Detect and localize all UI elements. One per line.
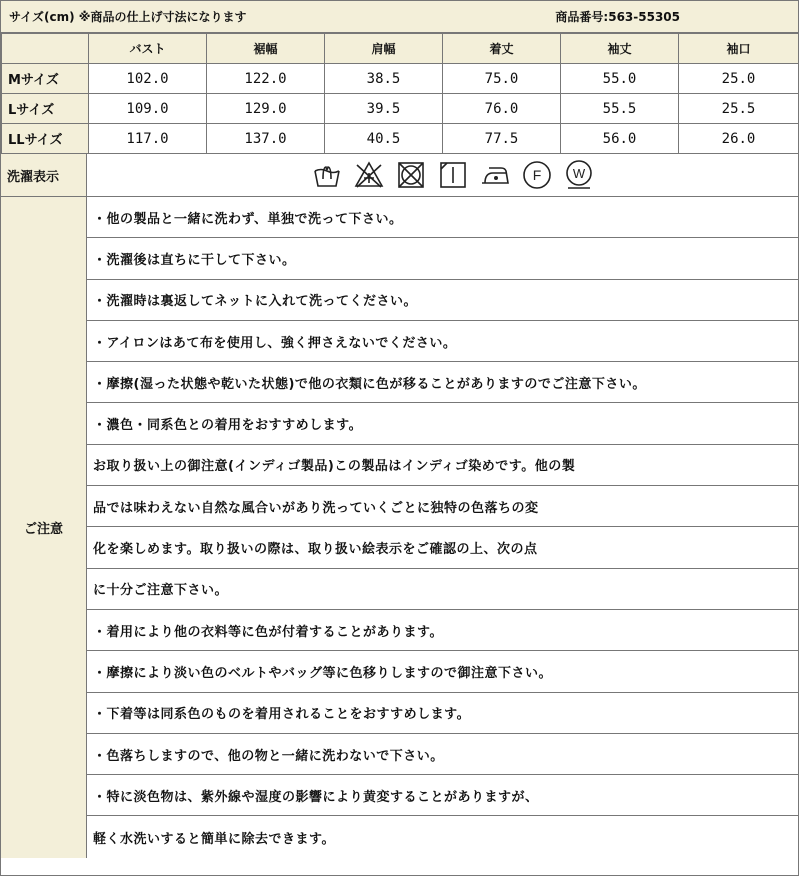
dry-clean-letter: F: [532, 167, 541, 183]
col-length: 着丈: [443, 34, 561, 64]
product-number: 商品番号:563-55305: [555, 10, 680, 24]
row-label: Mサイズ: [2, 64, 89, 94]
note-line: ・摩擦により淡い色のベルトやバッグ等に色移りしますので御注意下さい。: [87, 651, 798, 692]
cell: 77.5: [443, 124, 561, 154]
col-cuff: 袖口: [679, 34, 799, 64]
cell: 40.5: [325, 124, 443, 154]
note-line: に十分ご注意下さい。: [87, 569, 798, 610]
note-line: お取り扱い上の御注意(インディゴ製品)この製品はインディゴ染めです。他の製: [87, 445, 798, 486]
iron-low-icon: [479, 159, 511, 191]
header-bar: [1, 1, 798, 33]
col-sleeve: 袖丈: [561, 34, 679, 64]
cell: 109.0: [89, 94, 207, 124]
cell: 25.5: [679, 94, 799, 124]
hand-wash-icon: [311, 159, 343, 191]
cell: 129.0: [207, 94, 325, 124]
col-hem-width: 裾幅: [207, 34, 325, 64]
cell: 117.0: [89, 124, 207, 154]
cell: 25.0: [679, 64, 799, 94]
col-bust: バスト: [89, 34, 207, 64]
note-line: ・濃色・同系色との着用をおすすめします。: [87, 403, 798, 444]
note-line: ・摩擦(湿った状態や乾いた状態)で他の衣類に色が移ることがありますのでご注意下さい。: [87, 362, 798, 403]
wet-clean-w-icon: [563, 159, 595, 191]
cell: 56.0: [561, 124, 679, 154]
wash-symbols-row: [1, 154, 798, 197]
note-line: ・特に淡色物は、紫外線や湿度の影響により黄変することがありますが、: [87, 775, 798, 816]
header-title: サイズ(cm) ※商品の仕上げ寸法になります: [9, 10, 247, 24]
table-row: [2, 94, 799, 124]
corner-cell: [2, 34, 89, 64]
note-line: 品では味わえない自然な風合いがあり洗っていくごとに独特の色落ちの変: [87, 486, 798, 527]
cell: 38.5: [325, 64, 443, 94]
cell: 76.0: [443, 94, 561, 124]
note-line: ・他の製品と一緒に洗わず、単独で洗って下さい。: [87, 197, 798, 238]
note-line: ・アイロンはあて布を使用し、強く押さえないでください。: [87, 321, 798, 362]
note-line: ・洗濯時は裏返してネットに入れて洗ってください。: [87, 280, 798, 321]
notes-section: [1, 197, 798, 858]
cell: 75.0: [443, 64, 561, 94]
notes-label: ご注意: [1, 197, 87, 858]
note-line: 化を楽しめます。取り扱いの際は、取り扱い絵表示をご確認の上、次の点: [87, 527, 798, 568]
note-line: ・洗濯後は直ちに干して下さい。: [87, 238, 798, 279]
notes-lines: [87, 197, 798, 858]
cell: 137.0: [207, 124, 325, 154]
cell: 122.0: [207, 64, 325, 94]
note-line: ・着用により他の衣料等に色が付着することがあります。: [87, 610, 798, 651]
note-line: ・下着等は同系色のものを着用されることをおすすめします。: [87, 693, 798, 734]
size-table-header: [2, 34, 799, 64]
wash-label: 洗濯表示: [1, 154, 87, 196]
cell: 39.5: [325, 94, 443, 124]
cell: 55.5: [561, 94, 679, 124]
wash-icons: [87, 154, 798, 196]
cell: 102.0: [89, 64, 207, 94]
no-bleach-icon: [353, 159, 385, 191]
cell: 26.0: [679, 124, 799, 154]
note-line: 軽く水洗いすると簡単に除去できます。: [93, 831, 335, 847]
dry-clean-f-icon: [521, 159, 553, 191]
wet-clean-letter: W: [572, 166, 585, 181]
row-label: LLサイズ: [2, 124, 89, 154]
note-line: ・色落ちしますので、他の物と一緒に洗わないで下さい。: [87, 734, 798, 775]
no-tumble-dry-icon: [395, 159, 427, 191]
table-row: [2, 124, 799, 154]
size-table: [1, 33, 799, 154]
cell: 55.0: [561, 64, 679, 94]
row-label: Lサイズ: [2, 94, 89, 124]
table-row: [2, 64, 799, 94]
drip-dry-icon: [437, 159, 469, 191]
col-shoulder: 肩幅: [325, 34, 443, 64]
